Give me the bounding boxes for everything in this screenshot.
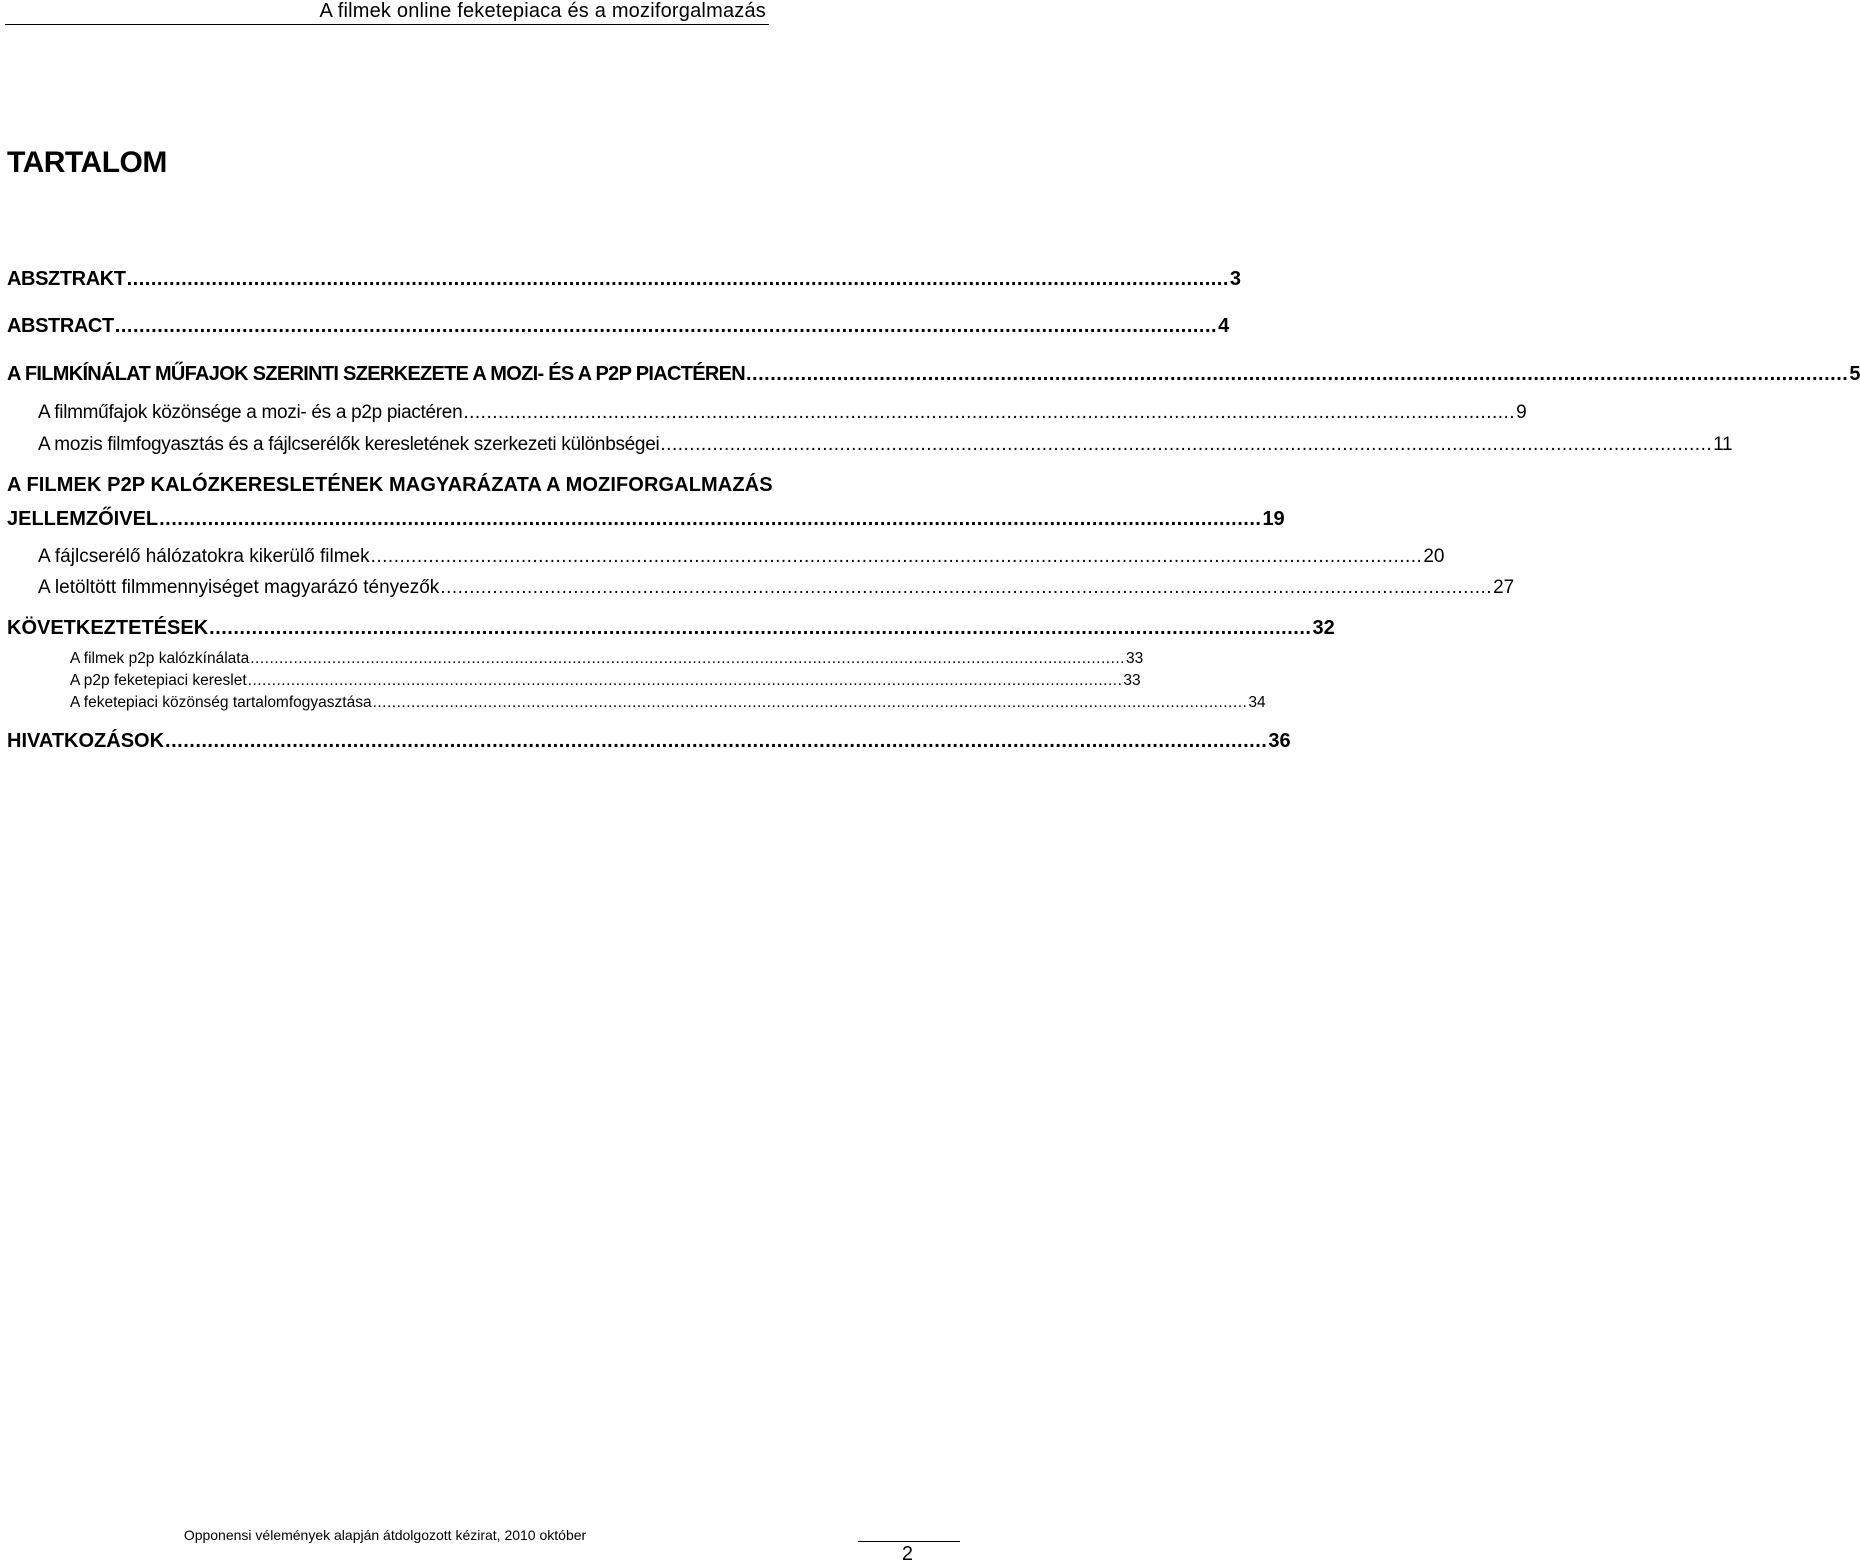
toc-title: TARTALOM — [7, 146, 167, 179]
toc-entry-page: 9 — [1516, 402, 1527, 423]
toc-entry-mufajok-kozonsege[interactable] — [38, 402, 1527, 424]
toc-entry-label: A filmműfajok közönsége a mozi- és a p2p piactéren — [38, 402, 463, 423]
toc-leader-dots: ...................................................................................................................................................................................... — [159, 508, 1262, 530]
toc-entry-abszrakt[interactable] — [7, 268, 1241, 291]
toc-entry-label: A FILMKÍNÁLAT MŰFAJOK SZERINTI SZERKEZETE A MOZI- ÉS A P2P PIACTÉREN — [7, 363, 745, 385]
toc-entry-label: HIVATKOZÁSOK — [7, 730, 165, 752]
toc-entry-page: 3 — [1229, 268, 1241, 290]
toc-entry-kovetkeztetesek[interactable] — [7, 617, 1335, 640]
toc-entry-page: 33 — [1125, 650, 1144, 667]
toc-entry-label: A letöltött filmmennyiséget magyarázó tényezők — [38, 577, 440, 598]
toc-leader-dots: ...................................................................................................................................................................................... — [165, 730, 1268, 752]
toc-entry-page: 32 — [1312, 617, 1335, 639]
toc-entry-label: JELLEMZŐIVEL — [7, 508, 159, 530]
toc-entry-label: KÖVETKEZTETÉSEK — [7, 617, 209, 639]
toc-entry-p2p-kalozkereslet[interactable] — [7, 508, 1285, 531]
toc-entry-page: 11 — [1713, 434, 1733, 455]
toc-entry-page: 36 — [1268, 730, 1291, 752]
toc-leader-dots: ...................................................................................................................................................................................... — [126, 268, 1229, 290]
toc-entry-label: A mozis filmfogyasztás és a fájlcserélők keresletének szerkezeti különbségei — [38, 434, 660, 455]
toc-entry-label: A fájlcserélő hálózatokra kikerülő filmek — [38, 546, 370, 567]
toc-entry-page: 19 — [1262, 508, 1285, 530]
footer-note: Opponensi vélemények alapján átdolgozott kézirat, 2010 október — [183, 1527, 587, 1543]
toc-leader-dots: ...................................................................................................................................................................................... — [746, 363, 1849, 385]
toc-leader-dots: ...................................................................................................................................................................................... — [370, 546, 1423, 567]
toc-entry-label: A filmek p2p kalózkínálata — [70, 650, 250, 667]
toc-leader-dots: ...................................................................................................................................................................................... — [114, 315, 1218, 337]
toc-entry-filmkinalat[interactable] — [7, 363, 1860, 386]
toc-entry-page: 34 — [1248, 694, 1266, 711]
toc-entry-page: 33 — [1123, 672, 1141, 689]
running-header: A filmek online feketepiaca és a moziforgalmazás — [319, 0, 766, 22]
toc-entry-page: 27 — [1493, 577, 1515, 598]
toc-entry-letoltott-filmmennyiseg[interactable] — [38, 577, 1515, 599]
toc-leader-dots: ...................................................................................................................................................................................... — [250, 650, 1125, 667]
toc-entry-label: A feketepiaci közönség tartalomfogyasztása — [70, 694, 372, 711]
toc-entry-fajlcserelo-halozatok[interactable] — [38, 546, 1445, 568]
header-rule — [5, 24, 769, 25]
toc-entry-hivatkozasok[interactable] — [7, 730, 1291, 753]
toc-entry-p2p-kalozkereslet-line1[interactable]: A FILMEK P2P KALÓZKERESLETÉNEK MAGYARÁZATA A MOZIFORGALMAZÁS — [7, 474, 773, 496]
toc-entry-page: 4 — [1218, 315, 1229, 337]
toc-entry-page: 5 — [1849, 363, 1860, 385]
toc-entry-label: A p2p feketepiaci kereslet — [70, 672, 247, 689]
toc-leader-dots: ...................................................................................................................................................................................... — [372, 694, 1248, 711]
toc-leader-dots: ...................................................................................................................................................................................... — [247, 672, 1123, 689]
toc-leader-dots: ...................................................................................................................................................................................... — [660, 434, 1713, 455]
toc-entry-p2p-feketepiaci-kereslet[interactable] — [70, 672, 1141, 690]
toc-entry-abstract[interactable] — [7, 315, 1229, 338]
toc-entry-label: ABSTRACT — [7, 315, 114, 337]
footer-rule — [858, 1541, 960, 1542]
toc-entry-label: ABSZTRAKT — [7, 268, 126, 290]
toc-entry-mozis-filmfogyasztas[interactable] — [38, 434, 1733, 456]
toc-leader-dots: ...................................................................................................................................................................................... — [209, 617, 1312, 639]
toc-leader-dots: ...................................................................................................................................................................................... — [440, 577, 1493, 598]
toc-entry-p2p-kalozkinalat[interactable] — [70, 650, 1144, 668]
toc-entry-page: 20 — [1423, 546, 1445, 567]
toc-entry-tartalomfogyasztas[interactable] — [70, 694, 1266, 712]
page-number: 2 — [901, 1543, 913, 1565]
toc-leader-dots: ...................................................................................................................................................................................... — [463, 402, 1516, 423]
